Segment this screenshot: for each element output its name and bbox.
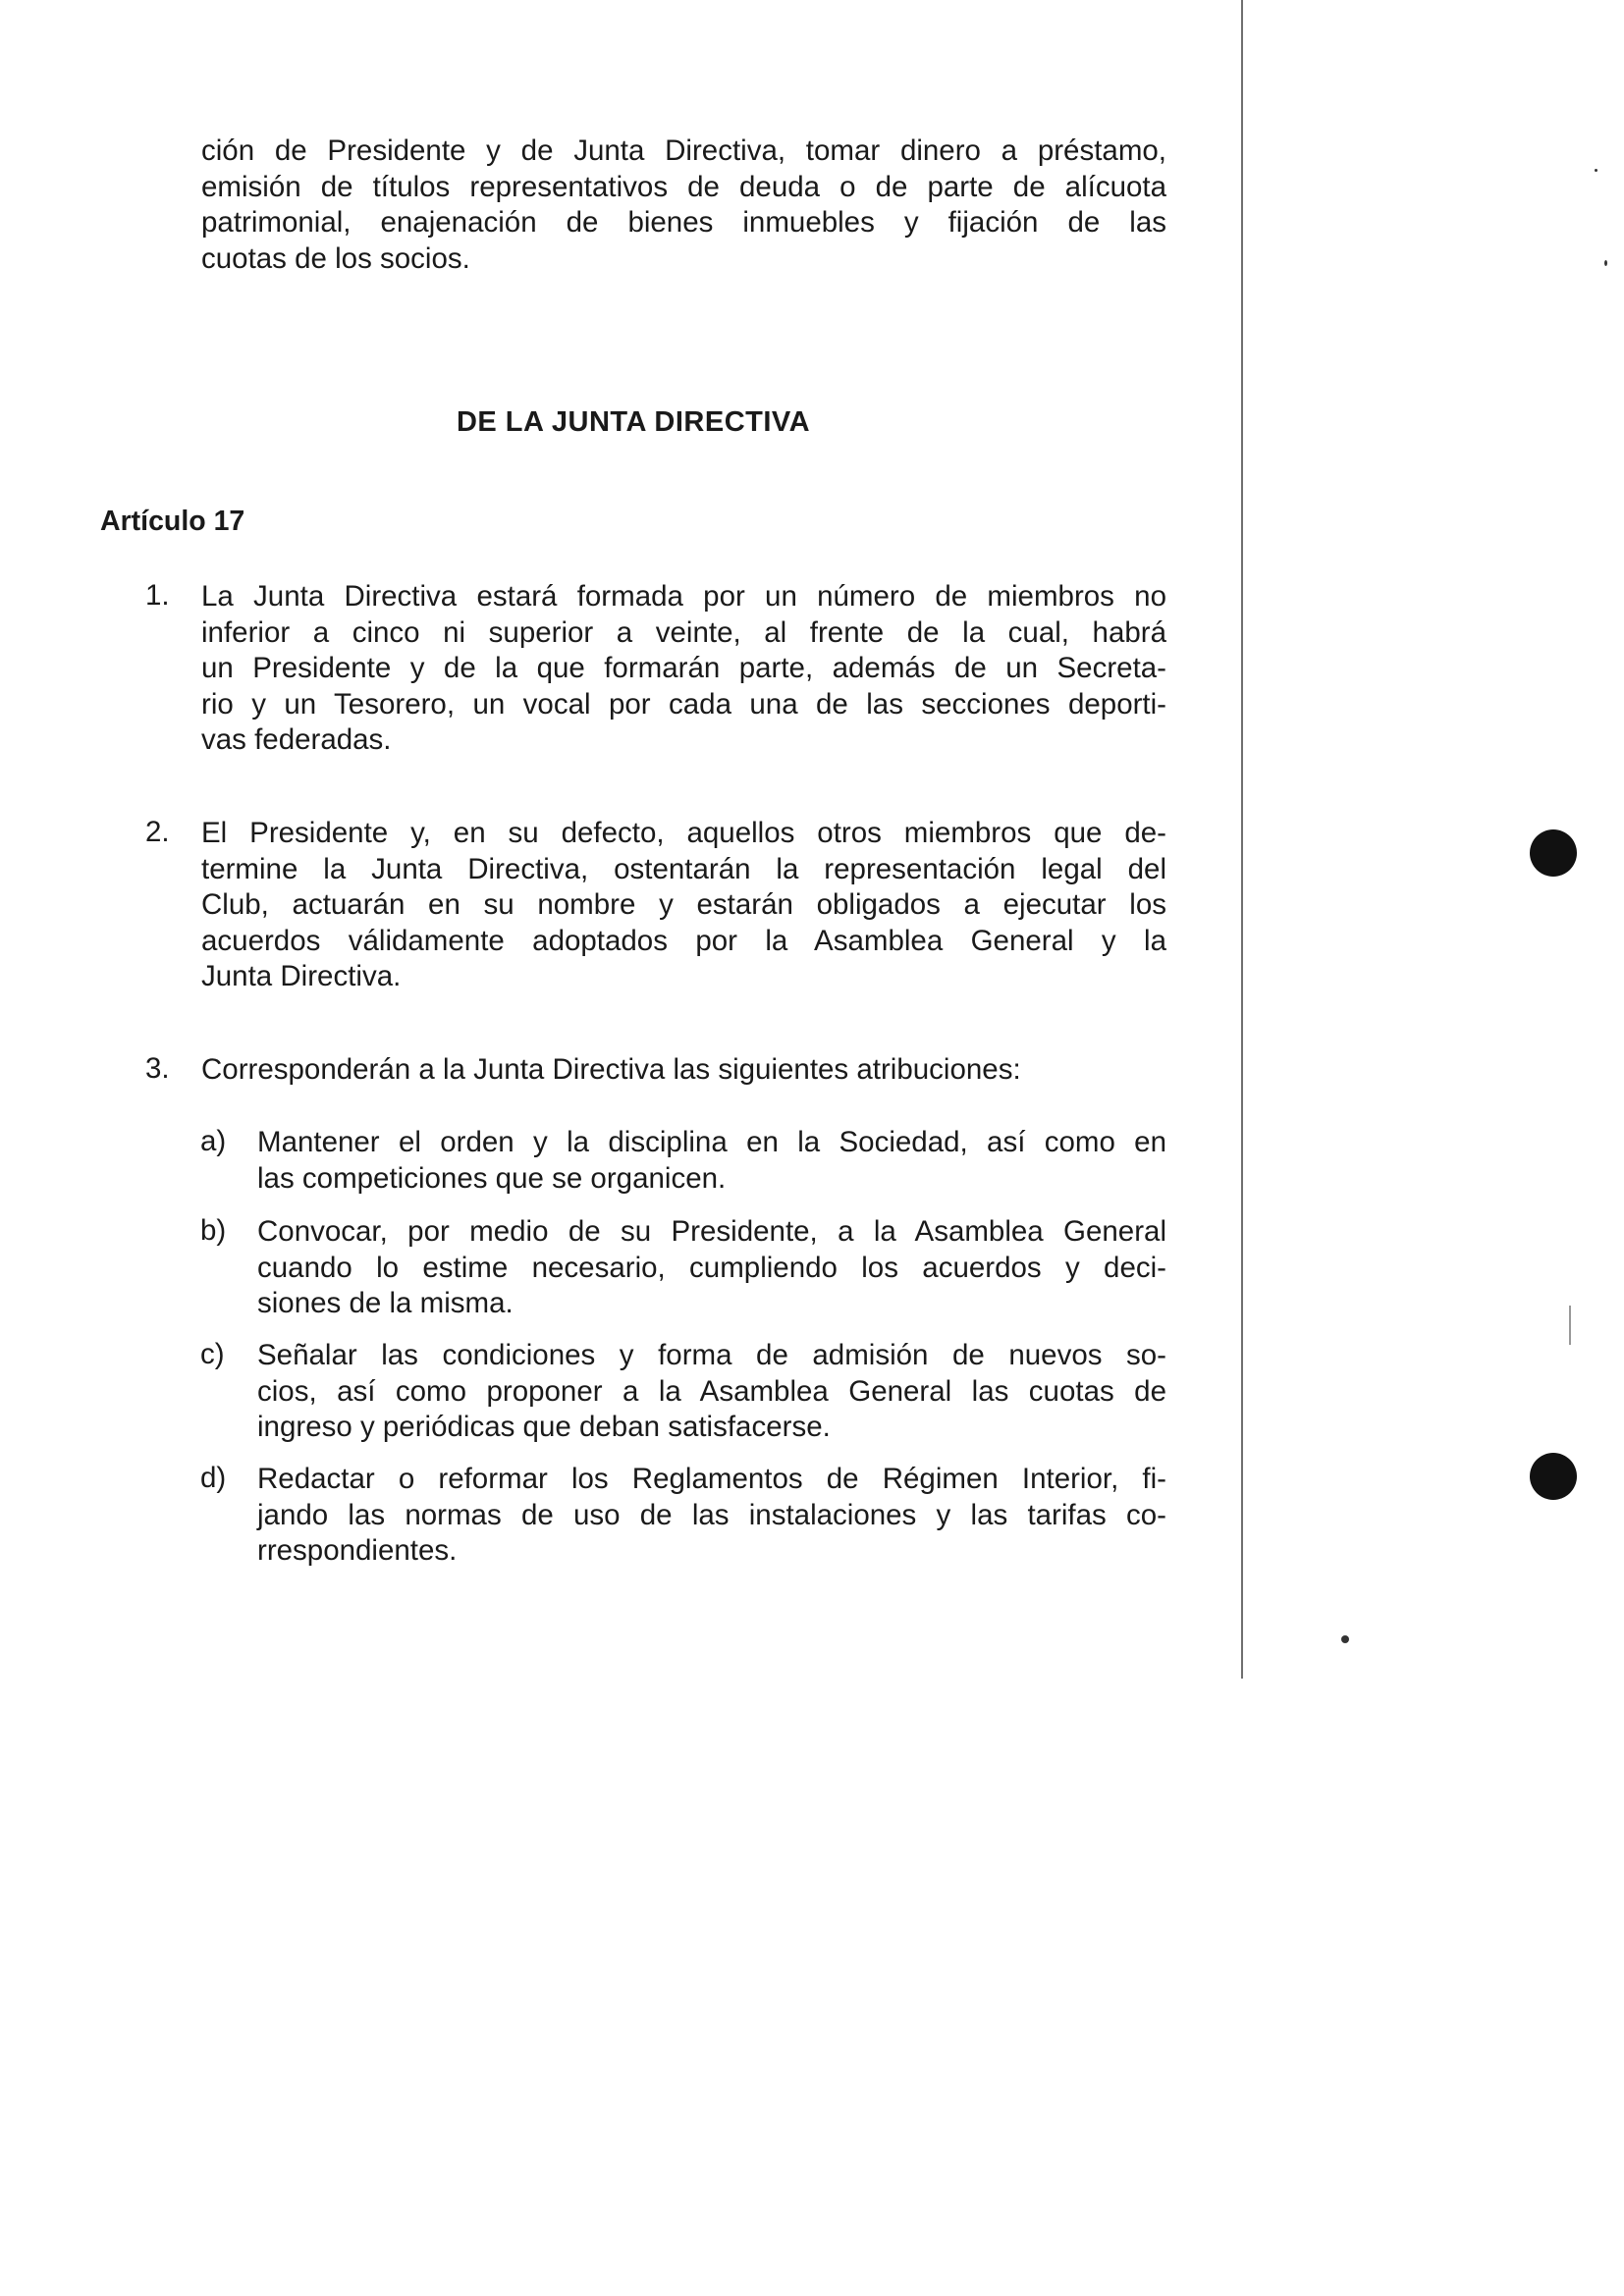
speck [1604, 260, 1607, 266]
punch-hole-top [1530, 829, 1577, 877]
text-line: El Presidente y, en su defecto, aquellos otros miembros que de- [201, 817, 1166, 849]
subitem-paragraph [257, 1338, 1166, 1446]
item-number: 1. [145, 579, 170, 612]
item-paragraph [201, 1052, 1166, 1089]
text-line: inferior a cinco ni superior a veinte, al frente de la cual, habrá [201, 615, 1166, 649]
subitem-letter: b) [200, 1214, 227, 1247]
subitem-letter: d) [200, 1462, 227, 1494]
text-line: emisión de títulos representativos de deuda o de parte de alícuota [201, 170, 1166, 203]
subitem-paragraph [257, 1214, 1166, 1322]
subitem-letter: a) [200, 1125, 227, 1157]
punch-hole-bottom [1530, 1453, 1577, 1500]
text-line: ción de Presidente y de Junta Directiva, tomar dinero a préstamo, [201, 134, 1166, 167]
section-heading: DE LA JUNTA DIRECTIVA [456, 406, 811, 438]
text-line: cuando lo estime necesario, cumpliendo los acuerdos y deci- [257, 1251, 1166, 1284]
text-line: Señalar las condiciones y forma de admisión de nuevos so- [257, 1339, 1166, 1371]
text-line: rrespondientes. [257, 1534, 458, 1567]
item-number: 3. [145, 1052, 170, 1085]
text-line: Convocar, por medio de su Presidente, a la Asamblea General [257, 1215, 1166, 1248]
item-paragraph [201, 579, 1166, 759]
text-line: cios, así como proponer a la Asamblea General las cuotas de [257, 1374, 1166, 1408]
text-line: La Junta Directiva estará formada por un número de miembros no [201, 580, 1166, 613]
speck [1569, 1306, 1571, 1345]
text-line: Mantener el orden y la disciplina en la Sociedad, así como en [257, 1126, 1166, 1158]
subitem-paragraph [257, 1125, 1166, 1197]
margin-rule [1241, 0, 1243, 1679]
text-line: vas federadas. [201, 723, 392, 756]
text-line: Junta Directiva. [201, 960, 402, 992]
item-number: 2. [145, 816, 170, 848]
speck [1341, 1635, 1349, 1643]
text-line: ingreso y periódicas que deban satisfacerse. [257, 1411, 831, 1443]
intro-paragraph [201, 133, 1166, 277]
text-line: patrimonial, enajenación de bienes inmuebles y fijación de las [201, 206, 1166, 239]
subitem-paragraph [257, 1462, 1166, 1570]
text-line: Redactar o reformar los Reglamentos de Régimen Interior, fi- [257, 1463, 1166, 1495]
subitem-letter: c) [200, 1338, 225, 1370]
text-line: Corresponderán a la Junta Directiva las siguientes atribuciones: [201, 1053, 1021, 1086]
item-paragraph [201, 816, 1166, 995]
article-title: Artículo 17 [100, 506, 245, 537]
text-line: Club, actuarán en su nombre y estarán obligados a ejecutar los [201, 888, 1166, 921]
text-line: acuerdos válidamente adoptados por la Asamblea General y la [201, 924, 1166, 957]
text-line: siones de la misma. [257, 1287, 514, 1319]
text-line: jando las normas de uso de las instalaciones y las tarifas co- [257, 1498, 1166, 1531]
text-line: un Presidente y de la que formarán parte, además de un Secreta- [201, 652, 1166, 684]
text-line: cuotas de los socios. [201, 241, 470, 275]
text-line: las competiciones que se organicen. [257, 1161, 727, 1195]
text-line: termine la Junta Directiva, ostentarán la representación legal del [201, 852, 1166, 885]
text-line: rio y un Tesorero, un vocal por cada una de las secciones deporti- [201, 687, 1166, 721]
speck [1595, 169, 1597, 172]
